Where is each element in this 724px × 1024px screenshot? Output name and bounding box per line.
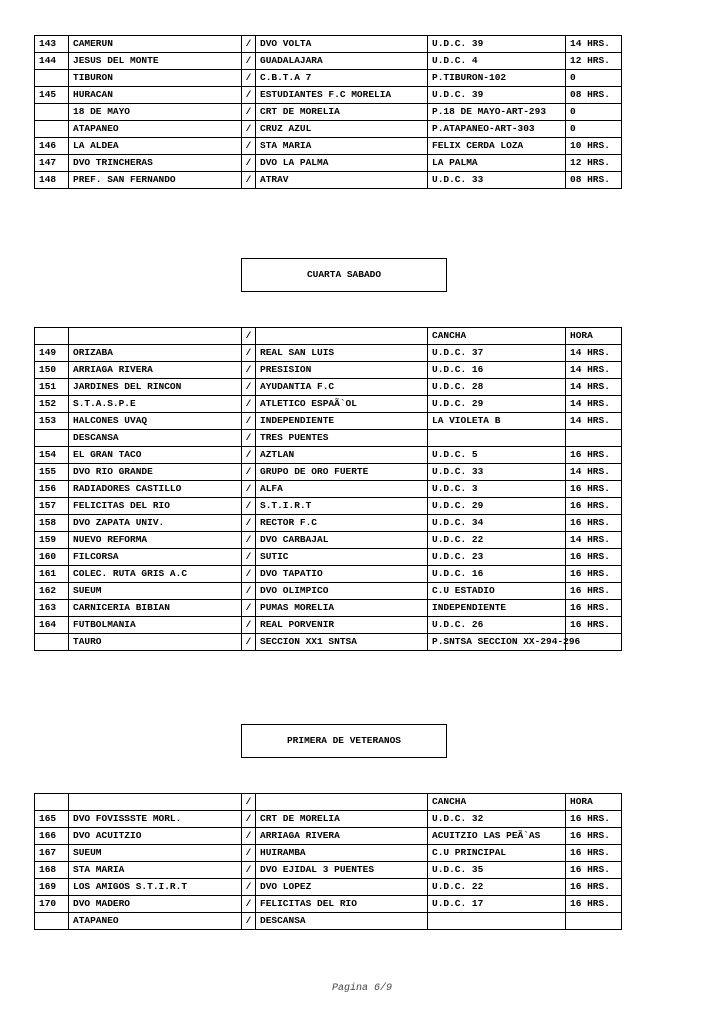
- separator-cell: /: [242, 566, 256, 583]
- home-team-cell: CAMERUN: [69, 36, 242, 53]
- separator-cell: /: [242, 464, 256, 481]
- match-number-cell: 169: [35, 879, 69, 896]
- home-team-cell: COLEC. RUTA GRIS A.C: [69, 566, 242, 583]
- separator-cell: /: [242, 379, 256, 396]
- match-number-cell: 166: [35, 828, 69, 845]
- home-team-cell: JARDINES DEL RINCON: [69, 379, 242, 396]
- time-cell: 16 HRS.: [566, 498, 622, 515]
- away-team-cell: INDEPENDIENTE: [256, 413, 428, 430]
- match-number-cell: 155: [35, 464, 69, 481]
- field-cell: U.D.C. 33: [428, 464, 566, 481]
- separator-cell: /: [242, 87, 256, 104]
- field-cell: LA VIOLETA B: [428, 413, 566, 430]
- home-team-cell: RADIADORES CASTILLO: [69, 481, 242, 498]
- separator-cell: /: [242, 430, 256, 447]
- page-footer: Pagina 6/9: [331, 983, 392, 994]
- away-team-cell: DVO EJIDAL 3 PUENTES: [256, 862, 428, 879]
- match-number-cell: 151: [35, 379, 69, 396]
- table-row: [35, 447, 622, 464]
- time-cell: 0: [566, 70, 622, 87]
- field-cell: P.ATAPANEO-ART-303: [428, 121, 566, 138]
- match-number-cell: 150: [35, 362, 69, 379]
- separator-cell: /: [242, 896, 256, 913]
- away-team-cell: AYUDANTIA F.C: [256, 379, 428, 396]
- table-row: [35, 70, 622, 87]
- away-team-cell: PRESISION: [256, 362, 428, 379]
- table-row: [35, 362, 622, 379]
- home-team-cell: STA MARIA: [69, 862, 242, 879]
- match-number-cell: 144: [35, 53, 69, 70]
- field-cell: U.D.C. 35: [428, 862, 566, 879]
- table-row: [35, 155, 622, 172]
- separator-cell: /: [242, 634, 256, 651]
- time-cell: 16 HRS.: [566, 481, 622, 498]
- time-cell: [566, 430, 622, 447]
- table-header-row: [35, 794, 622, 811]
- home-team-cell: [69, 328, 242, 345]
- match-number-cell: [35, 634, 69, 651]
- away-team-cell: AZTLAN: [256, 447, 428, 464]
- table-row: [35, 36, 622, 53]
- field-cell: U.D.C. 3: [428, 481, 566, 498]
- time-cell: 16 HRS.: [566, 600, 622, 617]
- field-cell: U.D.C. 22: [428, 532, 566, 549]
- table-row: [35, 828, 622, 845]
- separator-cell: /: [242, 862, 256, 879]
- field-cell: U.D.C. 33: [428, 172, 566, 189]
- away-team-cell: GUADALAJARA: [256, 53, 428, 70]
- home-team-cell: JESUS DEL MONTE: [69, 53, 242, 70]
- match-number-cell: 168: [35, 862, 69, 879]
- time-cell: 12 HRS.: [566, 155, 622, 172]
- away-team-cell: REAL SAN LUIS: [256, 345, 428, 362]
- match-number-cell: 159: [35, 532, 69, 549]
- table-row: [35, 430, 622, 447]
- table-row: [35, 413, 622, 430]
- separator-cell: /: [242, 498, 256, 515]
- away-team-cell: HUIRAMBA: [256, 845, 428, 862]
- away-team-cell: ALFA: [256, 481, 428, 498]
- match-number-cell: 164: [35, 617, 69, 634]
- table-row: [35, 53, 622, 70]
- home-team-cell: HURACAN: [69, 87, 242, 104]
- separator-cell: /: [242, 155, 256, 172]
- separator-cell: /: [242, 121, 256, 138]
- field-cell: U.D.C. 5: [428, 447, 566, 464]
- away-team-cell: FELICITAS DEL RIO: [256, 896, 428, 913]
- away-team-cell: ATLETICO ESPAÃ`OL: [256, 396, 428, 413]
- table-row: [35, 464, 622, 481]
- time-cell: 10 HRS.: [566, 138, 622, 155]
- separator-cell: /: [242, 70, 256, 87]
- separator-cell: /: [242, 413, 256, 430]
- away-team-cell: DVO VOLTA: [256, 36, 428, 53]
- away-team-cell: STA MARIA: [256, 138, 428, 155]
- table-row: [35, 515, 622, 532]
- matches-table-2: [34, 327, 622, 651]
- match-number-cell: 160: [35, 549, 69, 566]
- match-number-cell: 152: [35, 396, 69, 413]
- time-cell: 14 HRS.: [566, 362, 622, 379]
- home-team-cell: FUTBOLMANIA: [69, 617, 242, 634]
- separator-cell: /: [242, 617, 256, 634]
- separator-cell: /: [242, 328, 256, 345]
- match-number-cell: 157: [35, 498, 69, 515]
- table-row: [35, 617, 622, 634]
- home-team-cell: S.T.A.S.P.E: [69, 396, 242, 413]
- home-team-cell: TIBURON: [69, 70, 242, 87]
- match-number-cell: 167: [35, 845, 69, 862]
- time-cell: 14 HRS.: [566, 379, 622, 396]
- home-team-cell: ORIZABA: [69, 345, 242, 362]
- time-cell: 14 HRS.: [566, 36, 622, 53]
- away-team-cell: SUTIC: [256, 549, 428, 566]
- separator-cell: /: [242, 172, 256, 189]
- field-cell: U.D.C. 32: [428, 811, 566, 828]
- home-team-cell: EL GRAN TACO: [69, 447, 242, 464]
- field-cell: U.D.C. 29: [428, 498, 566, 515]
- away-team-cell: GRUPO DE ORO FUERTE: [256, 464, 428, 481]
- time-cell: 08 HRS.: [566, 172, 622, 189]
- away-team-cell: RECTOR F.C: [256, 515, 428, 532]
- table-row: [35, 913, 622, 930]
- table-row: [35, 104, 622, 121]
- home-team-cell: 18 DE MAYO: [69, 104, 242, 121]
- home-team-cell: FELICITAS DEL RIO: [69, 498, 242, 515]
- home-team-cell: NUEVO REFORMA: [69, 532, 242, 549]
- match-number-cell: [35, 913, 69, 930]
- separator-cell: /: [242, 845, 256, 862]
- section-title-cuarta-sabado: CUARTA SABADO: [241, 258, 447, 292]
- away-team-cell: DVO CARBAJAL: [256, 532, 428, 549]
- match-number-cell: [35, 794, 69, 811]
- match-number-cell: [35, 104, 69, 121]
- field-cell: U.D.C. 39: [428, 36, 566, 53]
- field-cell: U.D.C. 16: [428, 362, 566, 379]
- time-cell: 0: [566, 121, 622, 138]
- field-cell: LA PALMA: [428, 155, 566, 172]
- table-row: [35, 481, 622, 498]
- away-team-cell: [256, 328, 428, 345]
- table-row: [35, 121, 622, 138]
- match-number-cell: 156: [35, 481, 69, 498]
- home-team-cell: TAURO: [69, 634, 242, 651]
- time-cell: 16 HRS.: [566, 549, 622, 566]
- section-title-primera-veteranos: PRIMERA DE VETERANOS: [241, 724, 447, 758]
- match-number-cell: [35, 70, 69, 87]
- home-team-cell: SUEUM: [69, 845, 242, 862]
- field-cell: C.U PRINCIPAL: [428, 845, 566, 862]
- home-team-cell: DVO ZAPATA UNIV.: [69, 515, 242, 532]
- away-team-cell: [256, 794, 428, 811]
- field-cell: U.D.C. 26: [428, 617, 566, 634]
- away-team-cell: S.T.I.R.T: [256, 498, 428, 515]
- time-cell: 16 HRS.: [566, 879, 622, 896]
- time-cell: 16 HRS.: [566, 845, 622, 862]
- field-cell: P.SNTSA SECCION XX-294-296: [428, 634, 566, 651]
- match-number-cell: 149: [35, 345, 69, 362]
- separator-cell: /: [242, 600, 256, 617]
- home-team-cell: ARRIAGA RIVERA: [69, 362, 242, 379]
- time-cell: 14 HRS.: [566, 396, 622, 413]
- home-team-cell: HALCONES UVAQ: [69, 413, 242, 430]
- home-team-cell: DVO FOVISSSTE MORL.: [69, 811, 242, 828]
- home-team-cell: DVO TRINCHERAS: [69, 155, 242, 172]
- away-team-cell: SECCION XX1 SNTSA: [256, 634, 428, 651]
- time-cell: 16 HRS.: [566, 617, 622, 634]
- match-number-cell: 146: [35, 138, 69, 155]
- time-cell: 16 HRS.: [566, 566, 622, 583]
- field-cell: P.TIBURON-102: [428, 70, 566, 87]
- match-number-cell: 145: [35, 87, 69, 104]
- separator-cell: /: [242, 104, 256, 121]
- table-header-row: [35, 328, 622, 345]
- separator-cell: /: [242, 879, 256, 896]
- table-row: [35, 396, 622, 413]
- field-cell: CANCHA: [428, 328, 566, 345]
- home-team-cell: ATAPANEO: [69, 913, 242, 930]
- separator-cell: /: [242, 913, 256, 930]
- time-cell: HORA: [566, 794, 622, 811]
- away-team-cell: ARRIAGA RIVERA: [256, 828, 428, 845]
- away-team-cell: DVO OLIMPICO: [256, 583, 428, 600]
- home-team-cell: DVO RIO GRANDE: [69, 464, 242, 481]
- table-row: [35, 345, 622, 362]
- time-cell: 16 HRS.: [566, 896, 622, 913]
- match-number-cell: 154: [35, 447, 69, 464]
- away-team-cell: PUMAS MORELIA: [256, 600, 428, 617]
- table-row: [35, 549, 622, 566]
- field-cell: U.D.C. 23: [428, 549, 566, 566]
- match-number-cell: [35, 328, 69, 345]
- time-cell: HORA: [566, 328, 622, 345]
- separator-cell: /: [242, 532, 256, 549]
- separator-cell: /: [242, 396, 256, 413]
- home-team-cell: FILCORSA: [69, 549, 242, 566]
- time-cell: [566, 913, 622, 930]
- table-row: [35, 379, 622, 396]
- match-number-cell: [35, 121, 69, 138]
- match-number-cell: 147: [35, 155, 69, 172]
- away-team-cell: DVO TAPATIO: [256, 566, 428, 583]
- match-number-cell: 163: [35, 600, 69, 617]
- field-cell: INDEPENDIENTE: [428, 600, 566, 617]
- match-number-cell: 153: [35, 413, 69, 430]
- table-row: [35, 600, 622, 617]
- home-team-cell: [69, 794, 242, 811]
- separator-cell: /: [242, 345, 256, 362]
- away-team-cell: REAL PORVENIR: [256, 617, 428, 634]
- home-team-cell: PREF. SAN FERNANDO: [69, 172, 242, 189]
- field-cell: U.D.C. 39: [428, 87, 566, 104]
- separator-cell: /: [242, 549, 256, 566]
- home-team-cell: LA ALDEA: [69, 138, 242, 155]
- time-cell: 16 HRS.: [566, 583, 622, 600]
- table-row: [35, 532, 622, 549]
- separator-cell: /: [242, 447, 256, 464]
- table-row: [35, 811, 622, 828]
- away-team-cell: CRT DE MORELIA: [256, 811, 428, 828]
- home-team-cell: DVO ACUITZIO: [69, 828, 242, 845]
- time-cell: 14 HRS.: [566, 532, 622, 549]
- field-cell: [428, 430, 566, 447]
- time-cell: 16 HRS.: [566, 447, 622, 464]
- home-team-cell: ATAPANEO: [69, 121, 242, 138]
- match-number-cell: [35, 430, 69, 447]
- time-cell: 08 HRS.: [566, 87, 622, 104]
- home-team-cell: DESCANSA: [69, 430, 242, 447]
- home-team-cell: DVO MADERO: [69, 896, 242, 913]
- away-team-cell: ESTUDIANTES F.C MORELIA: [256, 87, 428, 104]
- time-cell: 16 HRS.: [566, 862, 622, 879]
- table-row: [35, 879, 622, 896]
- separator-cell: /: [242, 515, 256, 532]
- time-cell: 16 HRS.: [566, 515, 622, 532]
- matches-table-1: [34, 35, 622, 189]
- time-cell: 16 HRS.: [566, 828, 622, 845]
- match-number-cell: 170: [35, 896, 69, 913]
- field-cell: U.D.C. 34: [428, 515, 566, 532]
- match-number-cell: 148: [35, 172, 69, 189]
- table-row: [35, 862, 622, 879]
- away-team-cell: DVO LA PALMA: [256, 155, 428, 172]
- table-row: [35, 498, 622, 515]
- table-row: [35, 583, 622, 600]
- field-cell: U.D.C. 17: [428, 896, 566, 913]
- table-row: [35, 845, 622, 862]
- home-team-cell: LOS AMIGOS S.T.I.R.T: [69, 879, 242, 896]
- field-cell: FELIX CERDA LOZA: [428, 138, 566, 155]
- separator-cell: /: [242, 583, 256, 600]
- separator-cell: /: [242, 362, 256, 379]
- match-number-cell: 165: [35, 811, 69, 828]
- match-number-cell: 161: [35, 566, 69, 583]
- time-cell: 14 HRS.: [566, 464, 622, 481]
- field-cell: P.18 DE MAYO-ART-293: [428, 104, 566, 121]
- away-team-cell: DESCANSA: [256, 913, 428, 930]
- field-cell: ACUITZIO LAS PEÃ`AS: [428, 828, 566, 845]
- time-cell: 14 HRS.: [566, 345, 622, 362]
- away-team-cell: ATRAV: [256, 172, 428, 189]
- away-team-cell: CRUZ AZUL: [256, 121, 428, 138]
- time-cell: 16 HRS.: [566, 811, 622, 828]
- table-row: [35, 138, 622, 155]
- table-row: [35, 566, 622, 583]
- time-cell: 12 HRS.: [566, 53, 622, 70]
- away-team-cell: DVO LOPEZ: [256, 879, 428, 896]
- separator-cell: /: [242, 36, 256, 53]
- table-row: [35, 634, 622, 651]
- field-cell: CANCHA: [428, 794, 566, 811]
- away-team-cell: C.B.T.A 7: [256, 70, 428, 87]
- table-row: [35, 172, 622, 189]
- away-team-cell: TRES PUENTES: [256, 430, 428, 447]
- match-number-cell: 158: [35, 515, 69, 532]
- away-team-cell: CRT DE MORELIA: [256, 104, 428, 121]
- separator-cell: /: [242, 481, 256, 498]
- field-cell: U.D.C. 28: [428, 379, 566, 396]
- home-team-cell: CARNICERIA BIBIAN: [69, 600, 242, 617]
- field-cell: U.D.C. 16: [428, 566, 566, 583]
- field-cell: [428, 913, 566, 930]
- match-number-cell: 143: [35, 36, 69, 53]
- field-cell: C.U ESTADIO: [428, 583, 566, 600]
- table-row: [35, 896, 622, 913]
- field-cell: U.D.C. 37: [428, 345, 566, 362]
- time-cell: 14 HRS.: [566, 413, 622, 430]
- table-row: [35, 87, 622, 104]
- field-cell: U.D.C. 29: [428, 396, 566, 413]
- separator-cell: /: [242, 828, 256, 845]
- time-cell: 0: [566, 104, 622, 121]
- matches-table-3: [34, 793, 622, 930]
- field-cell: U.D.C. 4: [428, 53, 566, 70]
- field-cell: U.D.C. 22: [428, 879, 566, 896]
- match-number-cell: 162: [35, 583, 69, 600]
- separator-cell: /: [242, 794, 256, 811]
- separator-cell: /: [242, 53, 256, 70]
- separator-cell: /: [242, 138, 256, 155]
- separator-cell: /: [242, 811, 256, 828]
- home-team-cell: SUEUM: [69, 583, 242, 600]
